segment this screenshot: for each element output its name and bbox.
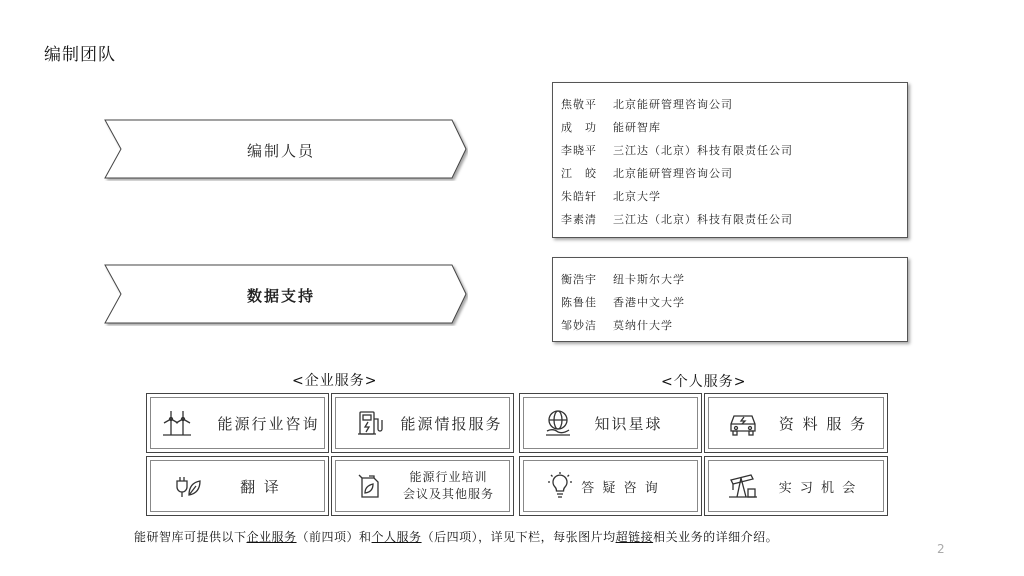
fuel-can-leaf-icon bbox=[354, 470, 386, 502]
energy-info-tile[interactable] bbox=[331, 393, 514, 453]
footer-text: 能研智库可提供以下 bbox=[134, 530, 247, 544]
tile-label: 能源行业咨询 bbox=[217, 414, 320, 433]
support-name: 陈鲁佳 bbox=[561, 295, 597, 309]
page-title: 编制团队 bbox=[44, 45, 116, 65]
support-row bbox=[561, 267, 899, 290]
author-row bbox=[561, 138, 899, 161]
hyperlink-link[interactable]: 超链接 bbox=[615, 530, 654, 544]
globe-hand-icon bbox=[542, 407, 574, 439]
eco-plug-icon bbox=[171, 470, 203, 502]
qa-consult-tile[interactable] bbox=[519, 456, 702, 516]
author-name: 江 皎 bbox=[561, 166, 597, 180]
internship-tile[interactable] bbox=[704, 456, 888, 516]
tile-label-line: 会议及其他服务 bbox=[402, 487, 494, 501]
support-row bbox=[561, 313, 899, 336]
author-name: 成 功 bbox=[561, 120, 597, 134]
author-row bbox=[561, 184, 899, 207]
services-grid bbox=[146, 393, 888, 517]
footer-text: （前四项）和 bbox=[296, 530, 372, 544]
enterprise-services-link[interactable]: 企业服务 bbox=[246, 530, 297, 544]
electric-car-icon bbox=[727, 407, 759, 439]
personal-services-heading: <个人服务> bbox=[661, 374, 747, 390]
lightbulb-icon bbox=[544, 470, 576, 502]
author-row bbox=[561, 115, 899, 138]
author-org: 三江达（北京）科技有限责任公司 bbox=[613, 212, 793, 226]
tile-label: 能源情报服务 bbox=[400, 414, 503, 433]
author-row bbox=[561, 207, 899, 230]
author-row bbox=[561, 92, 899, 115]
author-name: 李素清 bbox=[561, 212, 597, 226]
author-name: 朱皓轩 bbox=[561, 189, 597, 203]
chevron-compilers bbox=[104, 119, 468, 181]
chevron-label: 数据支持 bbox=[246, 286, 315, 305]
author-org: 北京能研管理咨询公司 bbox=[613, 166, 733, 180]
support-org: 香港中文大学 bbox=[613, 295, 685, 309]
tile-label-line: 能源行业培训 bbox=[409, 470, 488, 484]
support-name: 邹妙洁 bbox=[561, 318, 597, 332]
author-org: 能研智库 bbox=[613, 120, 661, 134]
footer-text: 相关业务的详细介绍。 bbox=[653, 530, 779, 544]
tile-label: 翻 译 bbox=[240, 477, 281, 496]
author-org: 北京大学 bbox=[613, 189, 661, 203]
personal-services-link[interactable]: 个人服务 bbox=[371, 530, 422, 544]
chevron-label: 编制人员 bbox=[246, 141, 315, 160]
data-service-tile[interactable] bbox=[704, 393, 888, 453]
charging-station-icon bbox=[354, 407, 386, 439]
author-row bbox=[561, 161, 899, 184]
authors-box bbox=[552, 82, 908, 238]
tile-label: 实 习 机 会 bbox=[778, 480, 858, 496]
wind-turbine-icon bbox=[161, 407, 193, 439]
support-org: 纽卡斯尔大学 bbox=[613, 272, 685, 286]
oil-pump-icon bbox=[727, 470, 759, 502]
tile-label-group bbox=[392, 457, 505, 515]
support-name: 衡浩宇 bbox=[561, 272, 597, 286]
chevron-data-support bbox=[104, 264, 468, 326]
enterprise-services-heading: <企业服务> bbox=[292, 373, 378, 389]
footer-note bbox=[134, 528, 778, 545]
author-name: 焦敬平 bbox=[561, 97, 597, 111]
support-row bbox=[561, 290, 899, 313]
tile-label: 知识星球 bbox=[594, 414, 663, 433]
page-number: 2 bbox=[937, 542, 945, 556]
tile-label: 资 料 服 务 bbox=[778, 414, 868, 433]
author-org: 三江达（北京）科技有限责任公司 bbox=[613, 143, 793, 157]
translation-tile[interactable] bbox=[146, 456, 329, 516]
footer-text: （后四项），详见下栏，每张图片均 bbox=[421, 530, 616, 544]
data-support-box bbox=[552, 257, 908, 342]
knowledge-planet-tile[interactable] bbox=[519, 393, 702, 453]
tile-label: 答 疑 咨 询 bbox=[581, 480, 660, 496]
author-name: 李晓平 bbox=[561, 143, 597, 157]
support-org: 莫纳什大学 bbox=[613, 318, 673, 332]
training-tile[interactable] bbox=[331, 456, 514, 516]
author-org: 北京能研管理咨询公司 bbox=[613, 97, 733, 111]
energy-consulting-tile[interactable] bbox=[146, 393, 329, 453]
